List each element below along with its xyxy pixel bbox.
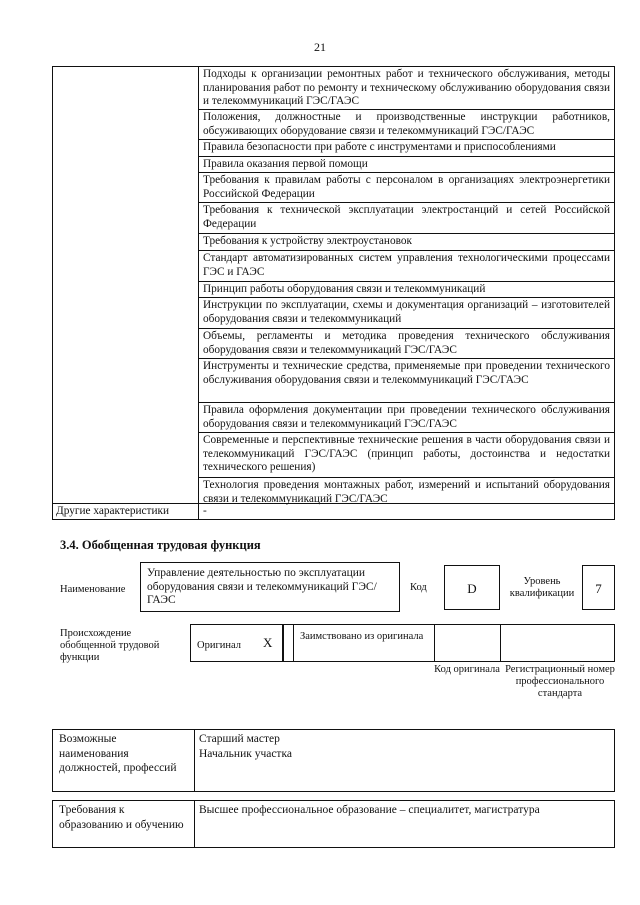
other-characteristics-row xyxy=(53,503,614,519)
level-label: Уровень квалификации xyxy=(509,576,575,599)
knowledge-row: Положения, должностные и производственные инструкции работников, обсуживающих оборудование связи и телекоммуникаций ГЭС/ГАЭС xyxy=(199,110,614,140)
qualification-level-box: 7 xyxy=(582,565,615,610)
knowledge-row: Правила безопасности при работе с инструментами и приспособлениями xyxy=(199,140,614,157)
knowledge-label-cell xyxy=(53,67,199,519)
education-table xyxy=(52,800,615,848)
borrowed-label: Заимствовано из оригинала xyxy=(300,631,424,642)
page-number: 21 xyxy=(314,40,326,54)
knowledge-row: Объемы, регламенты и методика проведения технического обслуживания оборудования связи и телекоммуникаций ГЭС/ГАЭС xyxy=(199,329,614,359)
other-characteristics-label: Другие характеристики xyxy=(56,505,170,517)
knowledge-row: Принцип работы оборудования связи и телекоммуникаций xyxy=(199,282,614,298)
origin-reg-cell xyxy=(501,625,616,661)
code-label: Код xyxy=(410,582,427,593)
knowledge-row: Правила оформления документации при проведении технического обслуживания оборудования связи и телекоммуникаций ГЭС/ГАЭС xyxy=(199,403,614,433)
job-title-item: Старший мастер xyxy=(199,733,280,745)
knowledge-row: Требования к устройству электроустановок xyxy=(199,234,614,251)
function-name-box: Управление деятельностью по эксплуатации оборудования связи и телекоммуникаций ГЭС/ГАЭС xyxy=(140,562,400,612)
origin-table xyxy=(190,624,615,662)
origin-code-cell xyxy=(435,625,501,661)
education-value: Высшее профессиональное образование – специалитет, магистратура xyxy=(199,804,540,816)
knowledge-row: Современные и перспективные технические решения в части оборудования связи и телекоммуникаций ГЭС/ГАЭС (принцип работы, достоинства и недостатки технического решения) xyxy=(199,433,614,478)
job-title-item: Начальник участка xyxy=(199,747,292,760)
function-code-box: D xyxy=(444,565,500,610)
job-titles-label: Возможные наименования должностей, профессий xyxy=(53,730,195,791)
original-mark: X xyxy=(263,635,273,650)
origin-label: Происхождение обобщенной трудовой функции xyxy=(60,628,160,663)
other-characteristics-value: - xyxy=(203,505,207,517)
name-label: Наименование xyxy=(60,584,126,595)
knowledge-row: Стандарт автоматизированных систем управления технологическими процессами ГЭС и ГАЭС xyxy=(199,251,614,282)
reg-number-caption: Регистрационный номер профессионального стандарта xyxy=(505,664,615,699)
borrowed-label-cell xyxy=(293,625,435,661)
knowledge-row: Правила оказания первой помощи xyxy=(199,157,614,173)
original-label: Оригинал xyxy=(197,640,241,651)
code-original-caption: Код оригинала xyxy=(434,664,500,675)
education-label: Требования к образованию и обучению xyxy=(53,801,195,847)
job-titles-table xyxy=(52,729,615,792)
job-titles-values xyxy=(195,730,614,791)
knowledge-row: Технология проведения монтажных работ, измерений и испытаний оборудования связи и телекоммуникаций ГЭС/ГАЭС xyxy=(203,479,610,505)
knowledge-row: Требования к технической эксплуатации электростанций и сетей Российской Федерации xyxy=(199,203,614,234)
knowledge-row: Подходы к организации ремонтных работ и технического обслуживания, методы планирования работ по ремонту и техническому обслуживанию оборудования связи и телекоммуникаций ГЭС/ГАЭС xyxy=(199,67,614,110)
section-title: 3.4. Обобщенная трудовая функция xyxy=(60,538,261,552)
knowledge-row: Инструкции по эксплуатации, схемы и документация организаций – изготовителей оборудования связи и телекоммуникаций xyxy=(199,298,614,329)
knowledge-rows xyxy=(199,67,614,508)
knowledge-row: Требования к правилам работы с персоналом в организациях электроэнергетики Российской Федерации xyxy=(199,173,614,203)
knowledge-table xyxy=(52,66,615,520)
knowledge-row: Инструменты и технические средства, применяемые при проведении технического обслуживания оборудования связи и телекоммуникаций ГЭС/ГАЭС xyxy=(199,359,614,403)
